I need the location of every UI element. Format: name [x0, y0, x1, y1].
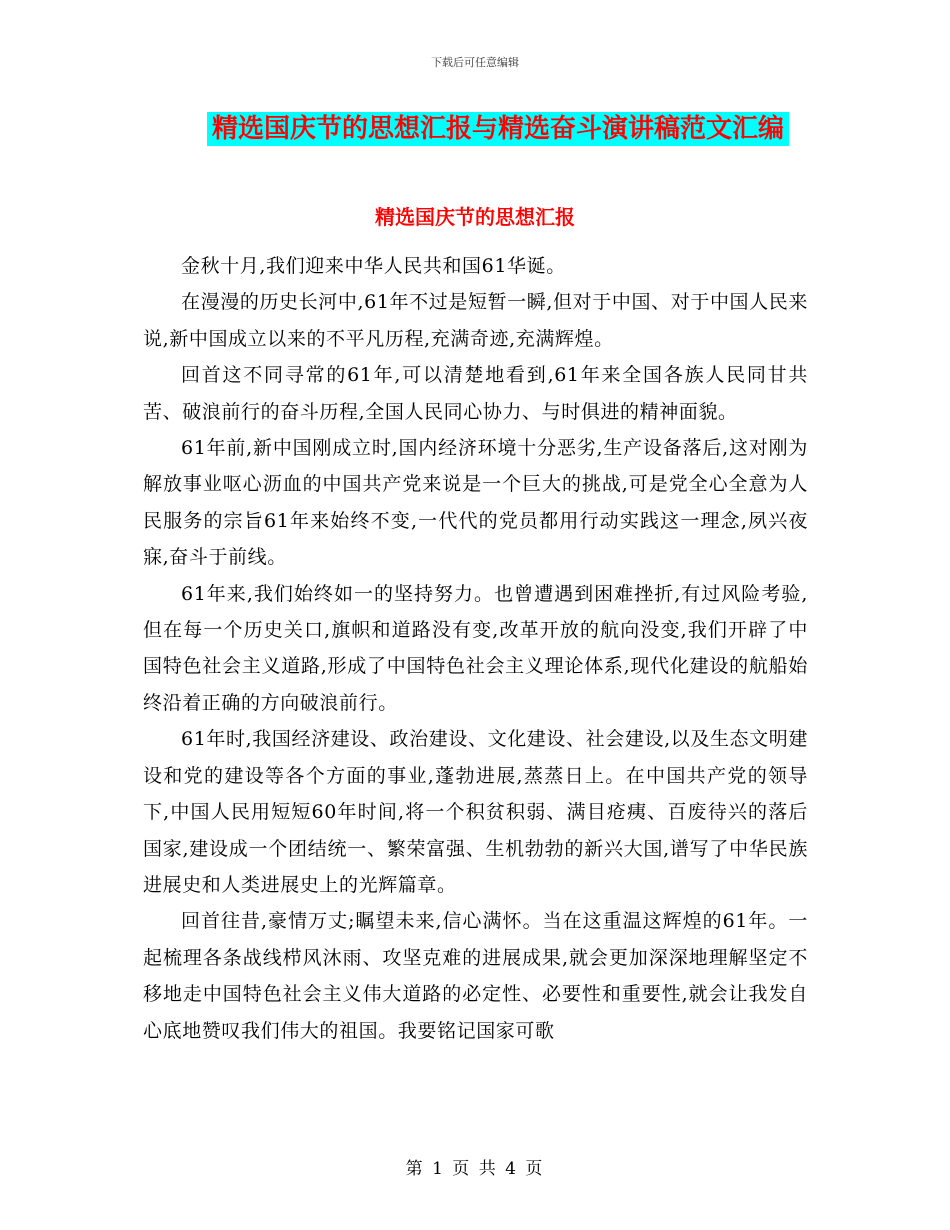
- paragraph: 金秋十月,我们迎来中华人民共和国61华诞。: [181, 255, 566, 277]
- page-header-note: 下载后可任意编辑: [431, 56, 519, 69]
- document-title: 精选国庆节的思想汇报与精选奋斗演讲稿范文汇编: [207, 112, 789, 146]
- body-text: [143, 248, 808, 1049]
- paragraph: 61年时,我国经济建设、政治建设、文化建设、社会建设,以及生态文明建设和党的建设等各个方面的事业,蓬勃进展,蒸蒸日上。在中国共产党的领导下,中国人民用短短60年时间,将一个积贫积弱、满目疮痍、百废待兴的落后国家,建设成一个团结统一、繁荣富强、生机勃勃的新兴大国,谱写了中华民族进展史和人类进展史上的光辉篇章。: [143, 728, 808, 896]
- paragraph: 回首往昔,豪情万丈;瞩望未来,信心满怀。当在这重温这辉煌的61年。一起梳理各条战线栉风沐雨、攻坚克难的进展成果,就会更加深深地理解坚定不移地走中国特色社会主义伟大道路的必定性、必要性和重要性,就会让我发自心底地赞叹我们伟大的祖国。我要铭记国家可歌: [143, 910, 808, 1042]
- document-title-block: [207, 112, 789, 146]
- page-footer: 第 1 页 共 4 页: [405, 1159, 545, 1179]
- paragraph: 回首这不同寻常的61年,可以清楚地看到,61年来全国各族人民同甘共苦、破浪前行的奋斗历程,全国人民同心协力、与时俱进的精神面貌。: [143, 364, 808, 423]
- paragraph: 在漫漫的历史长河中,61年不过是短暂一瞬,但对于中国、对于中国人民来说,新中国成立以来的不平凡历程,充满奇迹,充满辉煌。: [143, 291, 808, 350]
- paragraph: 61年来,我们始终如一的坚持努力。也曾遭遇到困难挫折,有过风险考验,但在每一个历史关口,旗帜和道路没有变,改革开放的航向没变,我们开辟了中国特色社会主义道路,形成了中国特色社会主义理论体系,现代化建设的航船始终沿着正确的方向破浪前行。: [143, 582, 808, 714]
- paragraph: 61年前,新中国刚成立时,国内经济环境十分恶劣,生产设备落后,这对刚为解放事业呕心沥血的中国共产党来说是一个巨大的挑战,可是党全心全意为人民服务的宗旨61年来始终不变,一代代的党员都用行动实践这一理念,夙兴夜寐,奋斗于前线。: [143, 437, 808, 569]
- section-title: 精选国庆节的思想汇报: [375, 205, 575, 229]
